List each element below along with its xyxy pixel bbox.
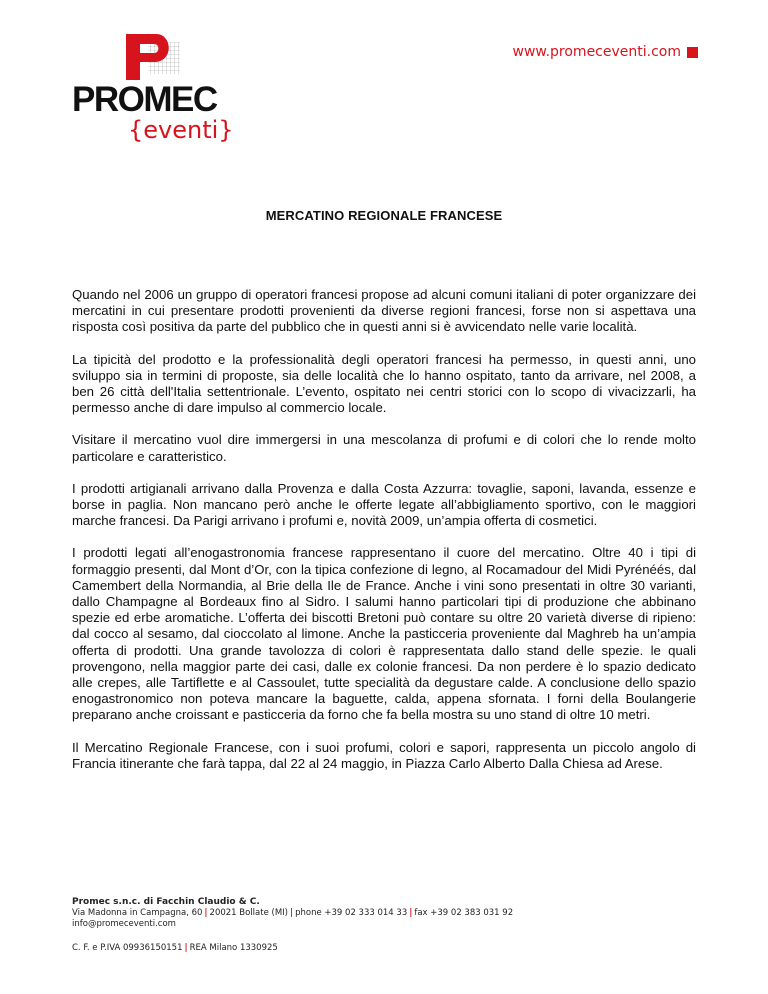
- footer-rea: REA Milano 1330925: [189, 943, 278, 953]
- document-title: MERCATINO REGIONALE FRANCESE: [265, 208, 503, 223]
- logo-wordmark: PROMEC: [72, 80, 217, 119]
- footer-registration: [72, 943, 696, 954]
- footer: [72, 897, 696, 954]
- footer-email[interactable]: info@promeceventi.com: [72, 919, 176, 929]
- footer-fax: fax +39 02 383 031 92: [414, 908, 514, 918]
- separator: |: [289, 908, 294, 918]
- separator: |: [184, 943, 188, 953]
- footer-phone: phone +39 02 333 014 33: [295, 908, 408, 918]
- separator: |: [409, 908, 413, 918]
- footer-address: Via Madonna in Campagna, 60: [72, 908, 203, 918]
- red-square-icon: [687, 47, 698, 58]
- paragraph: I prodotti artigianali arrivano dalla Provenza e dalla Costa Azzurra: tovaglie, saponi, lavanda, essenze e borse in paglia. Non mancano però anche le offerte legate all’abbigliamento sportivo, con le maggiori marche francesi. Da Parigi arrivano i profumi e, novità 2009, un’ampia offerta di cosmetici.: [72, 480, 696, 529]
- logo-subtitle: {eventi}: [128, 116, 234, 144]
- footer-company: Promec s.n.c. di Facchin Claudio & C.: [72, 897, 260, 907]
- paragraph: Quando nel 2006 un gruppo di operatori francesi propose ad alcuni comuni italiani di poter organizzare dei mercatini in cui presentare prodotti provenienti da diverse regioni francesi, forse non si aspettava una risposta così positiva da parte del pubblico che in questi anni si è avvicendato nelle varie località.: [72, 287, 696, 335]
- promec-logo: [72, 30, 242, 144]
- footer-tax-id: C. F. e P.IVA 09936150151: [72, 943, 183, 953]
- paragraph: La tipicità del prodotto e la professionalità degli operatori francesi ha permesso, in questi anni, uno sviluppo sia in termini di proposte, sia delle località che lo hanno ospitato, tanto da arrivare, nel 2008, a ben 26 città dell'Italia settentrionale. L’evento, ospitato nei centri storici con lo scopo di vivacizzarli, ha permesso anche di dare impulso al commercio locale.: [72, 351, 696, 416]
- paragraph: I prodotti legati all’enogastronomia francese rappresentano il cuore del mercatino. Oltre 40 i tipi di formaggio presenti, dal Mont d’Or, con la tipica confezione di legno, al Rocamadour del Midi Pyrénéés, dal Camembert della Normandia, al Brie della Ile de France. Anche i vini sono presentati in oltre 30 varianti, dallo Champagne al Bordeaux fino al Sidro. I salumi hanno particolari tipi di produzione che abbinano spezie ed erbe aromatiche. L’offerta dei biscotti Bretoni può contare su oltre 20 varietà diverse di ripieno: dal cocco al sesamo, dal cioccolato al limone. Anche la pasticceria proveniente dal Maghreb ha un’ampia offerta di prodotti. Una grande tavolozza di colori è rappresentata dallo stand delle spezie. le quali provengono, nella maggior parte dei casi, dalle ex colonie francesi. Da non perdere è lo spazio dedicato alle crepes, alle Tartiflette e al Cassoulet, tutte specialità da degustare calde. A conclusione dello spazio enogastronomico non poteva mancare la baguette, calda, appena sfornata. I forni della Boulangerie preparano anche croissant e pasticceria da forno che fa bella mostra su uno stand di oltre 10 metri.: [72, 545, 696, 723]
- separator: |: [204, 908, 208, 918]
- paragraph: Il Mercatino Regionale Francese, con i suoi profumi, colori e sapori, rappresenta un piccolo angolo di Francia itinerante che farà tappa, dal 22 al 24 maggio, in Piazza Carlo Alberto Dalla Chiesa ad Arese.: [72, 739, 696, 771]
- website-link[interactable]: www.promeceventi.com: [512, 44, 681, 60]
- paragraph: Visitare il mercatino vuol dire immergersi in una mescolanza di profumi e di colori che lo rende molto particolare e caratteristico.: [72, 432, 696, 464]
- website-header: [513, 44, 698, 60]
- footer-city: 20021 Bollate (MI): [209, 908, 288, 918]
- footer-contacts: [72, 908, 696, 919]
- document-body: [72, 287, 696, 788]
